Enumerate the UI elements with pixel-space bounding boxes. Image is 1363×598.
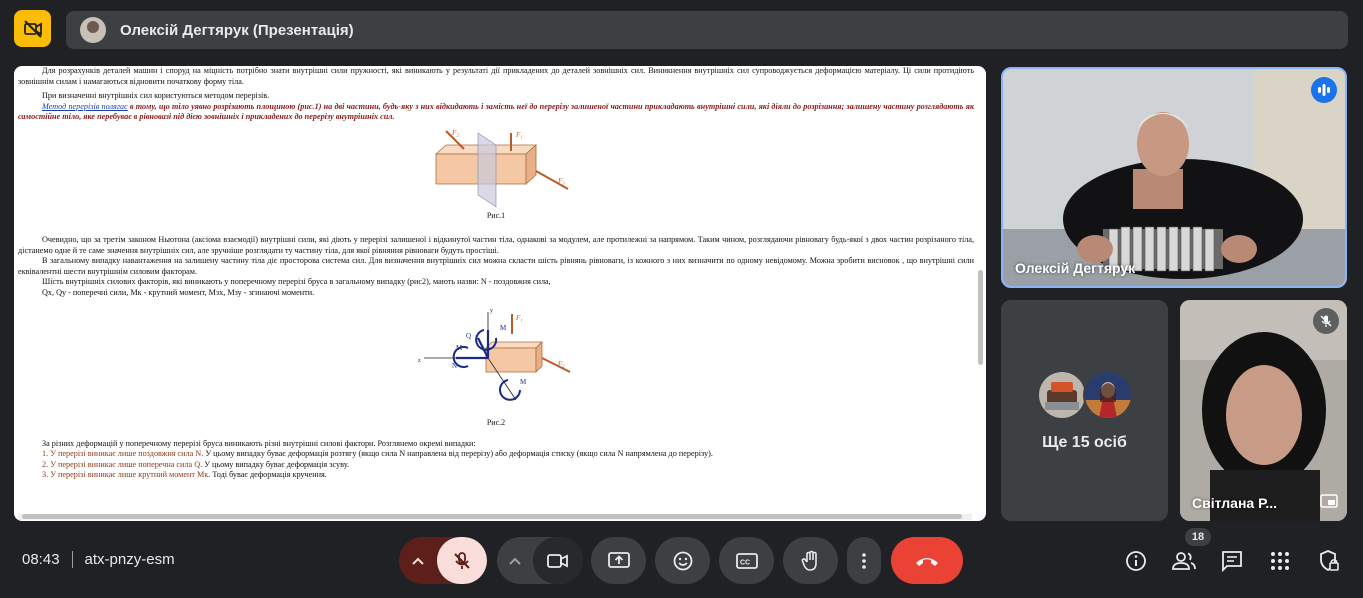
pip-button[interactable] xyxy=(1319,491,1339,511)
doc-paragraph: Qx, Qy - поперечні сили, Mк - крутний момент, Mзх, Мзу - згинаючі моменти. xyxy=(42,287,315,297)
others-tile[interactable] xyxy=(1001,300,1168,521)
svg-text:M: M xyxy=(520,378,527,386)
mic-off-icon xyxy=(452,551,472,571)
activities-button[interactable] xyxy=(1267,548,1293,574)
chevron-up-icon xyxy=(509,557,521,565)
others-count-label: Ще 15 осіб xyxy=(1042,433,1127,451)
doc-link[interactable]: Метод перерізів полягає xyxy=(42,101,128,111)
meeting-code: atx-pnzy-esm xyxy=(84,551,175,568)
presenter-banner xyxy=(66,11,1348,49)
svg-text:F₂: F₂ xyxy=(558,360,565,368)
raise-hand-button[interactable] xyxy=(783,537,838,584)
avatar-image xyxy=(1039,372,1085,418)
doc-paragraph: За різних деформацій у поперечному перерізі бруса виникають різні внутрішні силові фактори. Розглянемо окремі випадки: xyxy=(42,438,476,448)
doc-text: У цьому випадку буває деформація розтягу (якщо сила N направлена від перерізу) або деформація стиску (якщо сила N напрямлена до перерізу). xyxy=(203,449,713,458)
presenter-title: Олексій Дегтярук (Презентація) xyxy=(120,21,354,39)
svg-text:Q: Q xyxy=(466,332,472,340)
emoji-icon xyxy=(673,551,693,571)
vertical-scroll-thumb[interactable] xyxy=(978,270,983,365)
svg-text:M: M xyxy=(456,344,463,352)
doc-text-brown: 1. У перерізі виникає лише поздовжня сила N. xyxy=(42,449,204,458)
camera-off-icon xyxy=(23,19,43,39)
horizontal-scrollbar[interactable] xyxy=(18,514,972,520)
divider xyxy=(72,551,73,568)
more-options-button[interactable] xyxy=(847,537,881,584)
more-vert-icon xyxy=(862,553,866,569)
video-camera-icon xyxy=(547,553,569,569)
captions-button[interactable] xyxy=(719,537,774,584)
doc-paragraph: В загальному випадку навантаження на залишену частину тіла діє просторова система сил. Для визначення внутрішніх сил можна скласти шість рівнянь рівноваги, із кожного з них визначити по одному невідомому. Можна зробити висновок , що внутрішні сили еквівалентні шести внутрішнім силовим факторам. xyxy=(18,256,974,276)
leave-call-button[interactable] xyxy=(891,537,963,584)
participant-tile-side[interactable] xyxy=(1180,300,1347,521)
figure-1-drawing xyxy=(416,129,576,209)
participant-name: Світлана Р... xyxy=(1192,495,1277,511)
figure-2 xyxy=(18,308,974,429)
doc-text: Тоді буває деформація кручення. xyxy=(210,470,327,479)
vertical-scrollbar[interactable] xyxy=(978,70,984,510)
doc-list-item xyxy=(18,470,974,481)
doc-paragraph: Шість внутрішніх силових факторів, які виникають у поперечному перерізі бруса в загальному випадку (рис2), мають назви: N - поздовжня сила, xyxy=(42,277,551,286)
avatar xyxy=(1037,370,1087,420)
clock-time: 08:43 xyxy=(22,551,60,568)
svg-text:M: M xyxy=(500,324,507,332)
apps-grid-icon xyxy=(1270,551,1290,571)
hand-icon xyxy=(801,550,821,572)
audio-level-icon xyxy=(1317,84,1331,96)
mic-off-icon xyxy=(1319,314,1333,328)
svg-text:z: z xyxy=(418,358,421,364)
picture-in-picture-icon xyxy=(1320,494,1338,508)
audio-options-button[interactable] xyxy=(399,537,437,584)
others-avatars xyxy=(1037,370,1133,420)
svg-text:CC: CC xyxy=(739,559,750,566)
people-button[interactable] xyxy=(1171,548,1197,574)
speaking-indicator xyxy=(1311,77,1337,103)
doc-paragraph: Для розрахунків деталей машин і споруд на міцність потрібно знати внутрішні сили пружності, які виникають у результаті дії прикладених до деталей зовнішніх сил. Виникнення внутрішніх сил супроводжується деформацією матеріалу. Ці сили протидіють зовнішнім силам і намагаються відновити початкову форму тіла. xyxy=(18,66,974,86)
doc-list-item xyxy=(18,460,974,471)
shared-screen[interactable] xyxy=(14,66,986,521)
svg-text:N: N xyxy=(452,362,458,370)
doc-text: У цьому випадку буває деформація зсуву. xyxy=(202,459,350,469)
meeting-details-button[interactable] xyxy=(1123,548,1149,574)
mic-toggle-button[interactable] xyxy=(437,537,487,584)
participant-count-badge: 18 xyxy=(1185,528,1211,546)
doc-paragraph: При визначенні внутрішніх сил користуються методом перерізів. xyxy=(42,91,270,100)
meeting-info xyxy=(22,551,175,568)
presenter-avatar xyxy=(80,17,106,43)
doc-paragraph xyxy=(18,102,974,123)
doc-list-item xyxy=(18,449,974,460)
figure-1-caption: Рис.1 xyxy=(486,210,506,220)
doc-paragraph: Очевидно, що за третім законом Ньютона (аксіома взаємодії) внутрішні сили, які діють у перерізі залишеної і відкинутої частин тіла, однакові за модулем, але протилежні за напрямом. Таким чином, розглядаючи рівновагу будь-якої з двох частин розрізаного тіла, дістанемо одне й те саме значення внутрішніх сил, але зручніше розглядати ту частину тіла, для якої рівняння рівноваги будуть простіші. xyxy=(18,235,974,255)
meet-logo[interactable] xyxy=(14,10,51,47)
participant-name: Олексій Дегтярук xyxy=(1015,260,1136,276)
host-lock-icon xyxy=(1318,549,1340,573)
closed-captions-icon xyxy=(736,553,758,569)
doc-text-red: в тому, що тіло уявно розрізають площиною (рис.1) на дві частини, будь-яку з них відкидають і замість неї до перерізу залишеної частини прикладають внутрішні сили, які діяли до розрізання; залишену частину розглядають як самостійне тіло, яке перебуває в рівновазі під дією зовнішніх і прикладених до перерізу внутрішніх сил. xyxy=(18,101,974,121)
avatar-image xyxy=(1085,372,1131,418)
microphone-control xyxy=(399,537,487,584)
chat-icon xyxy=(1221,550,1243,572)
horizontal-scroll-thumb[interactable] xyxy=(22,514,962,519)
call-end-icon xyxy=(914,555,940,567)
people-icon xyxy=(1172,551,1196,571)
video-options-button[interactable] xyxy=(497,537,533,584)
figure-2-caption: Рис.2 xyxy=(486,418,506,427)
reactions-button[interactable] xyxy=(655,537,710,584)
doc-text-brown: 2. У перерізі виникає лише поперечна сила Q. xyxy=(42,459,203,469)
svg-text:F₁: F₁ xyxy=(516,314,523,322)
figure-1 xyxy=(18,129,974,222)
present-button[interactable] xyxy=(591,537,646,584)
svg-text:F₁: F₁ xyxy=(516,130,523,139)
svg-text:F₂: F₂ xyxy=(452,128,459,137)
host-controls-button[interactable] xyxy=(1316,548,1342,574)
camera-control xyxy=(497,537,583,584)
present-screen-icon xyxy=(608,552,630,570)
muted-indicator xyxy=(1313,308,1339,334)
participant-tile-main[interactable] xyxy=(1001,67,1347,288)
camera-toggle-button[interactable] xyxy=(533,537,583,584)
svg-text:F₃: F₃ xyxy=(558,176,565,185)
doc-text-brown: 3. У перерізі виникає лише крутний момент Mк. xyxy=(42,470,211,479)
document-content xyxy=(18,66,974,511)
chat-button[interactable] xyxy=(1219,548,1245,574)
figure-2-drawing xyxy=(416,308,576,408)
avatar xyxy=(1083,370,1133,420)
participant-video xyxy=(1003,69,1345,286)
info-icon xyxy=(1125,550,1147,572)
chevron-up-icon xyxy=(412,557,424,565)
svg-text:y: y xyxy=(490,308,493,314)
